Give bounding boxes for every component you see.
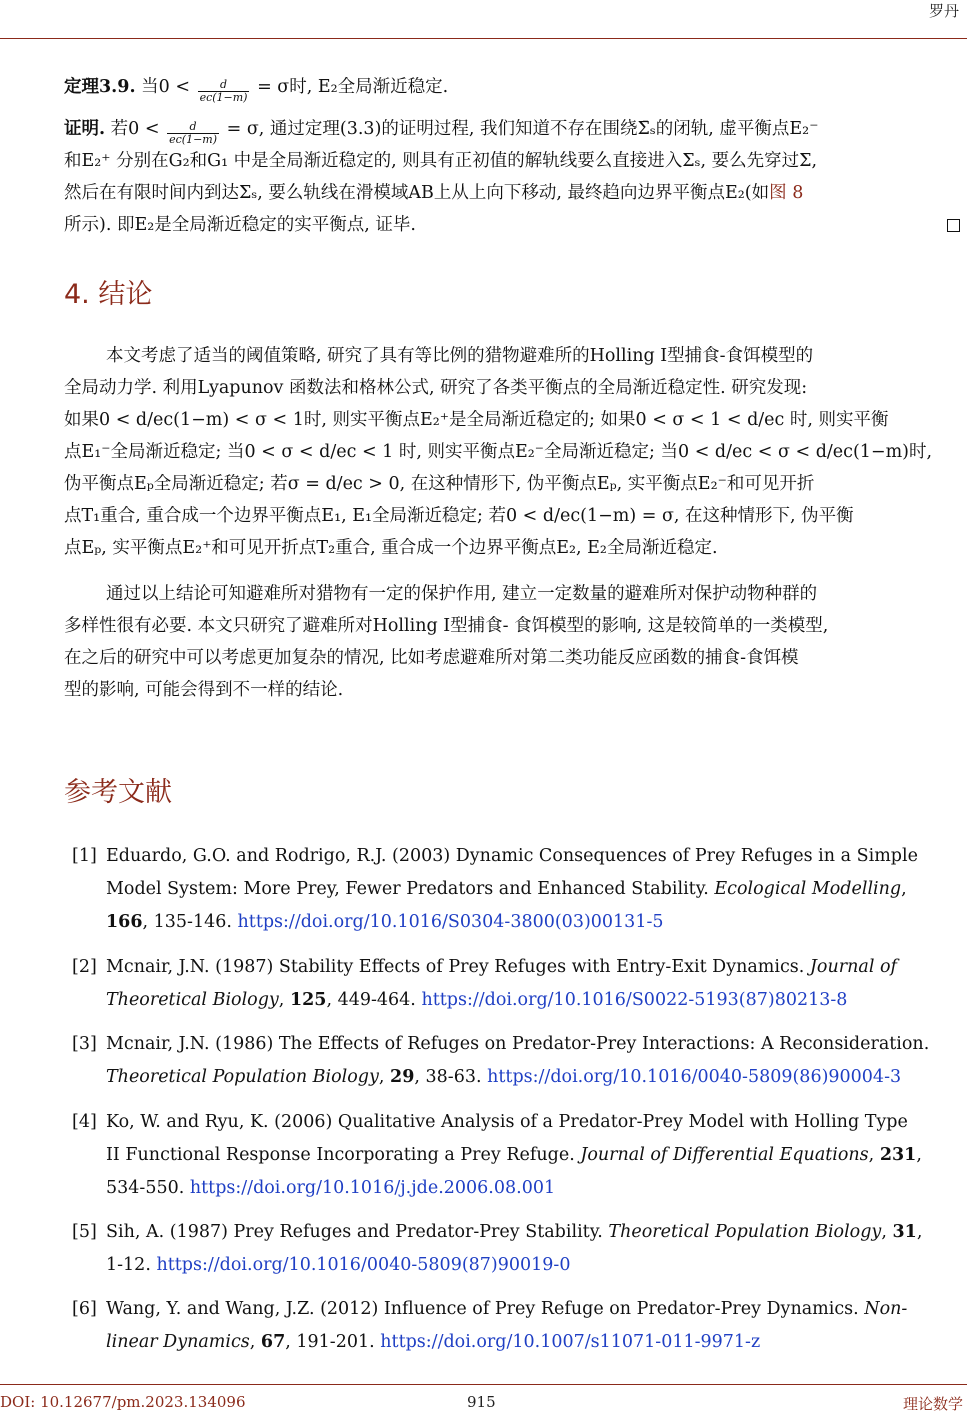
footer-doi[interactable]: DOI: 10.12677/pm.2023.134096 bbox=[0, 1393, 246, 1411]
header-author: 罗丹 bbox=[928, 2, 959, 20]
reference-pages: , 191-201. bbox=[285, 1332, 375, 1352]
paragraph-line: 全局动力学. 利用Lyapunov 函数法和格林公式, 研究了各类平衡点的全局渐近稳定性. 研究发现: bbox=[64, 378, 808, 398]
reference-number: [1] bbox=[72, 846, 97, 866]
paragraph-line: 如果0 < d/ec(1−m) < σ < 1时, 则实平衡点E₂⁺是全局渐近稳定的; 如果0 < σ < 1 < d/ec 时, 则实平衡 bbox=[64, 410, 889, 430]
reference-volume: 67 bbox=[260, 1332, 286, 1352]
reference-doi-link[interactable]: https://doi.org/10.1016/j.jde.2006.08.001 bbox=[189, 1178, 556, 1198]
proof-line1-a: 若0 < bbox=[110, 119, 160, 139]
theorem-fraction bbox=[198, 79, 250, 104]
reference-journal: Journal of Differential Equations bbox=[580, 1145, 869, 1165]
proof-line-3 bbox=[64, 179, 803, 207]
reference-journal: Theoretical Population Biology bbox=[106, 1067, 379, 1087]
reference-text: Mcnair, J.N. (1987) Stability Effects of Prey Refuges with Entry-Exit Dynamics. bbox=[106, 957, 805, 977]
proof-line-2: 和E₂⁺ 分别在G₂和G₁ 中是全局渐近稳定的, 则具有正初值的解轨线要么直接进入Σₛ, 要么先穿过Σ, bbox=[64, 151, 818, 171]
reference-volume: 29 bbox=[390, 1067, 415, 1087]
footer-rule bbox=[0, 1384, 967, 1385]
reference-number: [6] bbox=[72, 1299, 97, 1319]
reference-doi-link[interactable]: https://doi.org/10.1007/s11071-011-9971-z bbox=[380, 1332, 761, 1352]
reference-pages: , 449-464. bbox=[326, 990, 416, 1010]
paragraph-line: 伪平衡点Eₚ全局渐近稳定; 若σ = d/ec > 0, 在这种情形下, 伪平衡点Eₚ, 实平衡点E₂⁻和可见开折 bbox=[64, 474, 815, 494]
proof-line3-text: 然后在有限时间内到达Σₛ, 要么轨线在滑模域AB上从上向下移动, 最终趋向边界平衡点E₂(如 bbox=[64, 183, 770, 203]
reference-line: Eduardo, G.O. and Rodrigo, R.J. (2003) Dynamic Consequences of Prey Refuges in a Simple bbox=[106, 846, 918, 866]
reference-line bbox=[106, 906, 664, 939]
reference-line: Mcnair, J.N. (1986) The Effects of Refuges on Predator-Prey Interactions: A Reconsideration. bbox=[106, 1034, 930, 1054]
theorem-label: 定理3.9. bbox=[64, 77, 136, 97]
reference-journal: Journal of bbox=[809, 957, 897, 977]
theorem-line bbox=[64, 73, 448, 104]
proof-fraction bbox=[167, 121, 219, 146]
reference-journal: Ecological Modelling bbox=[714, 879, 902, 899]
proof-line-1 bbox=[64, 115, 818, 146]
reference-journal: linear Dynamics bbox=[106, 1332, 250, 1352]
section-4-heading: 4. 结论 bbox=[64, 279, 153, 310]
paragraph-line: 点T₁重合, 重合成一个边界平衡点E₁, E₁全局渐近稳定; 若0 < d/ec(1−m) = σ, 在这种情形下, 伪平衡 bbox=[64, 506, 854, 526]
reference-number: [5] bbox=[72, 1222, 97, 1242]
fraction-denominator: ec(1−m) bbox=[199, 91, 248, 104]
figure-8-link[interactable]: 图 8 bbox=[769, 183, 804, 203]
reference-line bbox=[106, 1293, 907, 1326]
reference-line: Model System: More Prey, Fewer Predators and Enhanced Stability. Ecological Modelling, bbox=[106, 879, 907, 899]
reference-pages: 534-550. bbox=[106, 1178, 185, 1198]
theorem-pre: 当0 < bbox=[141, 77, 190, 97]
reference-doi-link[interactable]: https://doi.org/10.1016/S0304-3800(03)00131-5 bbox=[237, 912, 664, 932]
paragraph-line: 点E₁⁻全局渐近稳定; 当0 < σ < d/ec < 1 时, 则实平衡点E₂⁻全局渐近稳定; 当0 < d/ec < σ < d/ec(1−m)时, bbox=[64, 442, 933, 462]
reference-doi-link[interactable]: https://doi.org/10.1016/0040-5809(86)90004-3 bbox=[487, 1067, 902, 1087]
paragraph-line: 本文考虑了适当的阈值策略, 研究了具有等比例的猎物避难所的Holling I型捕食-食饵模型的 bbox=[106, 346, 814, 366]
reference-text: Model System: More Prey, Fewer Predators and Enhanced Stability. bbox=[106, 879, 709, 899]
reference-number: [3] bbox=[72, 1034, 97, 1054]
fraction-numerator: d bbox=[220, 78, 228, 91]
paragraph-line: 在之后的研究中可以考虑更加复杂的情况, 比如考虑避难所对第二类功能反应函数的捕食-食饵模 bbox=[64, 648, 799, 668]
references-heading: 参考文献 bbox=[64, 777, 172, 808]
paragraph-line: 型的影响, 可能会得到不一样的结论. bbox=[64, 680, 344, 700]
reference-line: Sih, A. (1987) Prey Refuges and Predator-Prey Stability. Theoretical Population Biology, 31, bbox=[106, 1222, 923, 1242]
reference-doi-link[interactable]: https://doi.org/10.1016/0040-5809(87)90019-0 bbox=[156, 1255, 571, 1275]
reference-pages: , 135-146. bbox=[142, 912, 232, 932]
reference-text: Sih, A. (1987) Prey Refuges and Predator-Prey Stability. bbox=[106, 1222, 603, 1242]
fraction-numerator: d bbox=[189, 120, 197, 133]
reference-journal: Non- bbox=[864, 1299, 908, 1319]
reference-text: II Functional Response Incorporating a Prey Refuge. bbox=[106, 1145, 575, 1165]
proof-line-4: 所示). 即E₂是全局渐近稳定的实平衡点, 证毕. bbox=[64, 215, 416, 235]
footer-journal-name: 理论数学 bbox=[902, 1395, 963, 1413]
reference-journal: Theoretical Population Biology bbox=[608, 1222, 882, 1242]
header-rule bbox=[0, 38, 967, 39]
paragraph-line: 多样性很有必要. 本文只研究了避难所对Holling I型捕食- 食饵模型的影响, 这是较简单的一类模型, bbox=[64, 616, 829, 636]
reference-pages: , 38-63. bbox=[414, 1067, 482, 1087]
reference-line: Theoretical Biology, 125, 449-464. https://doi.org/10.1016/S0022-5193(87)80213-8 bbox=[106, 990, 848, 1010]
reference-line: II Functional Response Incorporating a Prey Refuge. Journal of Differential Equations, 231, bbox=[106, 1145, 922, 1165]
reference-line bbox=[106, 1249, 570, 1282]
reference-number: [4] bbox=[72, 1112, 97, 1132]
reference-line: linear Dynamics, 67, 191-201. https://doi.org/10.1007/s11071-011-9971-z bbox=[106, 1332, 761, 1352]
reference-number: [2] bbox=[72, 957, 97, 977]
proof-line1-b: = σ, 通过定理(3.3)的证明过程, 我们知道不存在围绕Σ̄ₛ的闭轨, 虚平衡点E₂⁻ bbox=[226, 119, 819, 139]
reference-line: Theoretical Population Biology, 29, 38-63. https://doi.org/10.1016/0040-5809(86)90004-3 bbox=[106, 1067, 902, 1087]
reference-line bbox=[106, 1172, 555, 1205]
reference-journal: Theoretical Biology bbox=[106, 990, 279, 1010]
page-number: 915 bbox=[467, 1393, 496, 1411]
reference-volume: 166 bbox=[106, 912, 143, 932]
paragraph-line: 点Eₚ, 实平衡点E₂⁺和可见开折点T₂重合, 重合成一个边界平衡点E₂, E₂全局渐近稳定. bbox=[64, 538, 718, 558]
theorem-post: = σ时, E₂全局渐近稳定. bbox=[257, 77, 449, 97]
qed-square-icon bbox=[947, 219, 960, 232]
reference-volume: 231 bbox=[879, 1145, 917, 1165]
fraction-denominator: ec(1−m) bbox=[169, 133, 218, 146]
reference-line bbox=[106, 951, 897, 984]
paragraph-line: 通过以上结论可知避难所对猎物有一定的保护作用, 建立一定数量的避难所对保护动物种群的 bbox=[106, 584, 818, 604]
proof-label: 证明. bbox=[64, 119, 106, 139]
reference-volume: 31 bbox=[892, 1222, 917, 1242]
reference-doi-link[interactable]: https://doi.org/10.1016/S0022-5193(87)80213-8 bbox=[421, 990, 848, 1010]
reference-text: Wang, Y. and Wang, J.Z. (2012) Influence of Prey Refuge on Predator-Prey Dynamics. bbox=[106, 1299, 859, 1319]
reference-volume: 125 bbox=[289, 990, 327, 1010]
reference-line: Ko, W. and Ryu, K. (2006) Qualitative Analysis of a Predator-Prey Model with Holling Type bbox=[106, 1112, 908, 1132]
reference-pages: 1-12. bbox=[106, 1255, 151, 1275]
